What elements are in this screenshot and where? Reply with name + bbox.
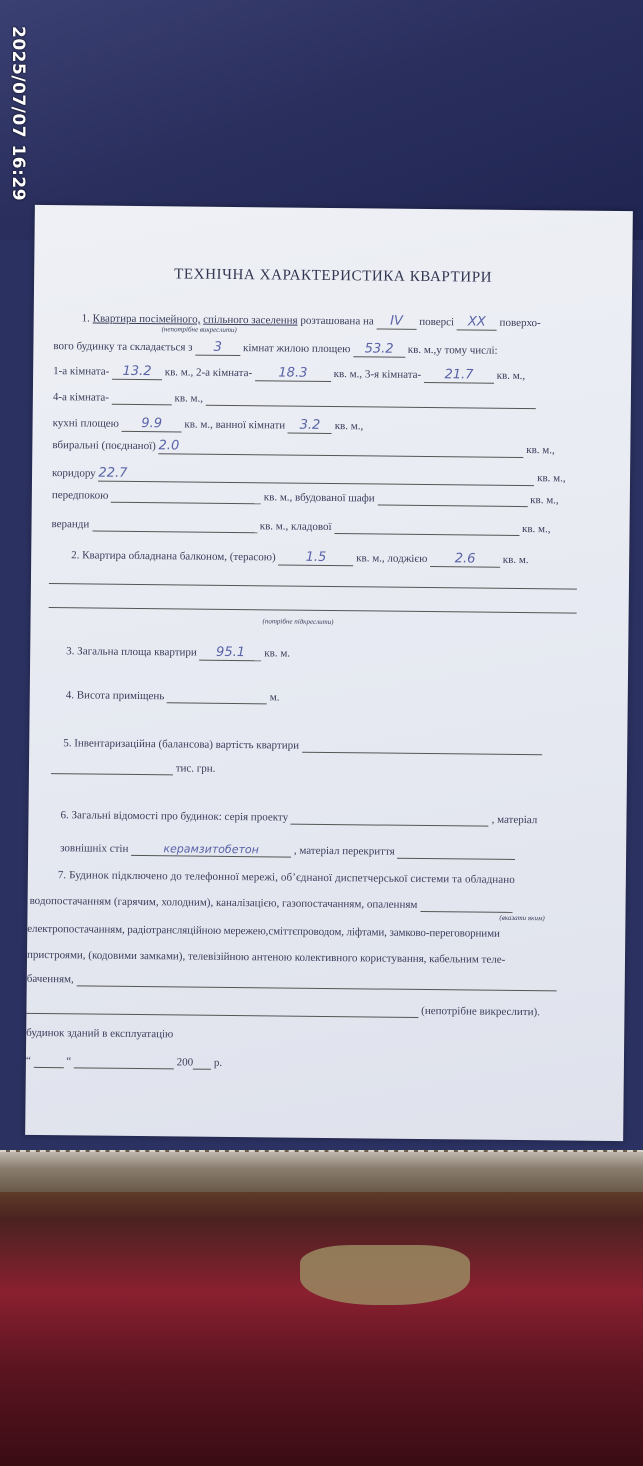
- s7-line-7: будинок зданий в експлуатацію: [26, 1026, 174, 1041]
- room1-value: 13.2: [112, 364, 162, 381]
- wc-value: 2.0: [158, 438, 523, 458]
- total-area-value: 95.1: [199, 645, 261, 662]
- s1-line-1: 1. Квартира посімейного, спільного заселення розташована на IV поверсі XX поверхо-: [81, 312, 541, 330]
- s1-line-3: 1-а кімната- 13.2 кв. м., 2-а кімната- 18.3 кв. м., 3-я кімната- 21.7 кв. м.,: [53, 363, 526, 383]
- floor-value: IV: [376, 313, 416, 329]
- loggia-value: 2.6: [430, 551, 500, 568]
- s1-line-6: вбиральні (поєднаної) 2.0 кв. м.,: [52, 438, 555, 457]
- s7-line-3: електропостачанням, радіотрансляційною мережею,сміттєпроводом, ліфтами, замково-переговорними: [27, 922, 500, 940]
- s1-line-2: вого будинку та складається з 3 кімнат жилою площею 53.2 кв. м.,у тому числі:: [53, 339, 498, 357]
- s4-line: 4. Висота приміщень м.: [65, 689, 280, 704]
- s1-line-9: веранди кв. м., кладової кв. м.,: [51, 518, 551, 536]
- blank-rule: [49, 583, 577, 590]
- s7-line-2: водопостачанням (гарячим, холодним), каналізацією, газопостачанням, опаленням: [30, 895, 513, 913]
- s1-line-5: кухні площею 9.9 кв. м., ванної кімнати 3.2 кв. м.,: [52, 416, 364, 433]
- s2-note: (потрібне підкреслити): [262, 617, 334, 627]
- s7-line-6: (непотрібне викреслити).: [26, 1001, 540, 1019]
- walls-value: керамзитобетон: [131, 842, 291, 858]
- s7-line-4: пристроями, (кодовими замками), телевізійною антеною колективного користування, кабельним теле-: [26, 948, 506, 966]
- s6-line-2: зовнішніх стін керамзитобетон , матеріал перекриття: [60, 841, 515, 860]
- s7-note: (вказати яким): [499, 913, 545, 923]
- room2-value: 18.3: [255, 365, 331, 382]
- document-title: ТЕХНІЧНА ХАРАКТЕРИСТИКА КВАРТИРИ: [174, 266, 493, 286]
- rooms-value: 3: [195, 340, 240, 356]
- s1-line-8: передпокою кв. м., вбудованої шафи кв. м.,: [51, 489, 559, 507]
- s5-line-2: тис. грн.: [51, 761, 216, 776]
- background-top: [0, 0, 643, 240]
- s1-note: (непотрібне викреслити): [161, 325, 237, 335]
- room3-value: 21.7: [424, 367, 494, 384]
- bath-value: 3.2: [288, 418, 332, 434]
- living-area-value: 53.2: [353, 341, 405, 358]
- background-bottom: [0, 1150, 643, 1466]
- document-page: [25, 205, 633, 1141]
- tan-object: [300, 1245, 470, 1305]
- kitchen-value: 9.9: [122, 416, 182, 433]
- photo-timestamp: 2025/07/07 16:29: [8, 26, 28, 202]
- blank-rule: [49, 607, 577, 614]
- s1-line-4: 4-а кімната- кв. м.,: [53, 391, 536, 409]
- balcony-value: 1.5: [278, 549, 353, 566]
- storeys-value: XX: [457, 314, 497, 330]
- shelf-edge: [0, 1150, 643, 1192]
- s6-line-1: 6. Загальні відомості про будинок: серія проекту , матеріал: [60, 809, 538, 827]
- corridor-value: 22.7: [98, 466, 534, 487]
- s7-line-1: 7. Будинок підключено до телефонної мережі, об’єднаної диспетчерської системи та обладнано: [57, 869, 515, 886]
- s1-line-7: коридору 22.7 кв. м.,: [52, 465, 566, 485]
- s7-line-5: баченням,: [27, 973, 557, 992]
- s2-line-1: 2. Квартира обладнана балконом, (терасою) 1.5 кв. м., лоджією 2.6 кв. м.: [71, 549, 529, 567]
- s3-line: 3. Загальна площа квартири 95.1 кв. м.: [66, 644, 291, 661]
- s7-line-8: “ “ 200 р.: [25, 1054, 223, 1069]
- s5-line-1: 5. Інвентаризаційна (балансова) вартість квартири: [63, 737, 542, 755]
